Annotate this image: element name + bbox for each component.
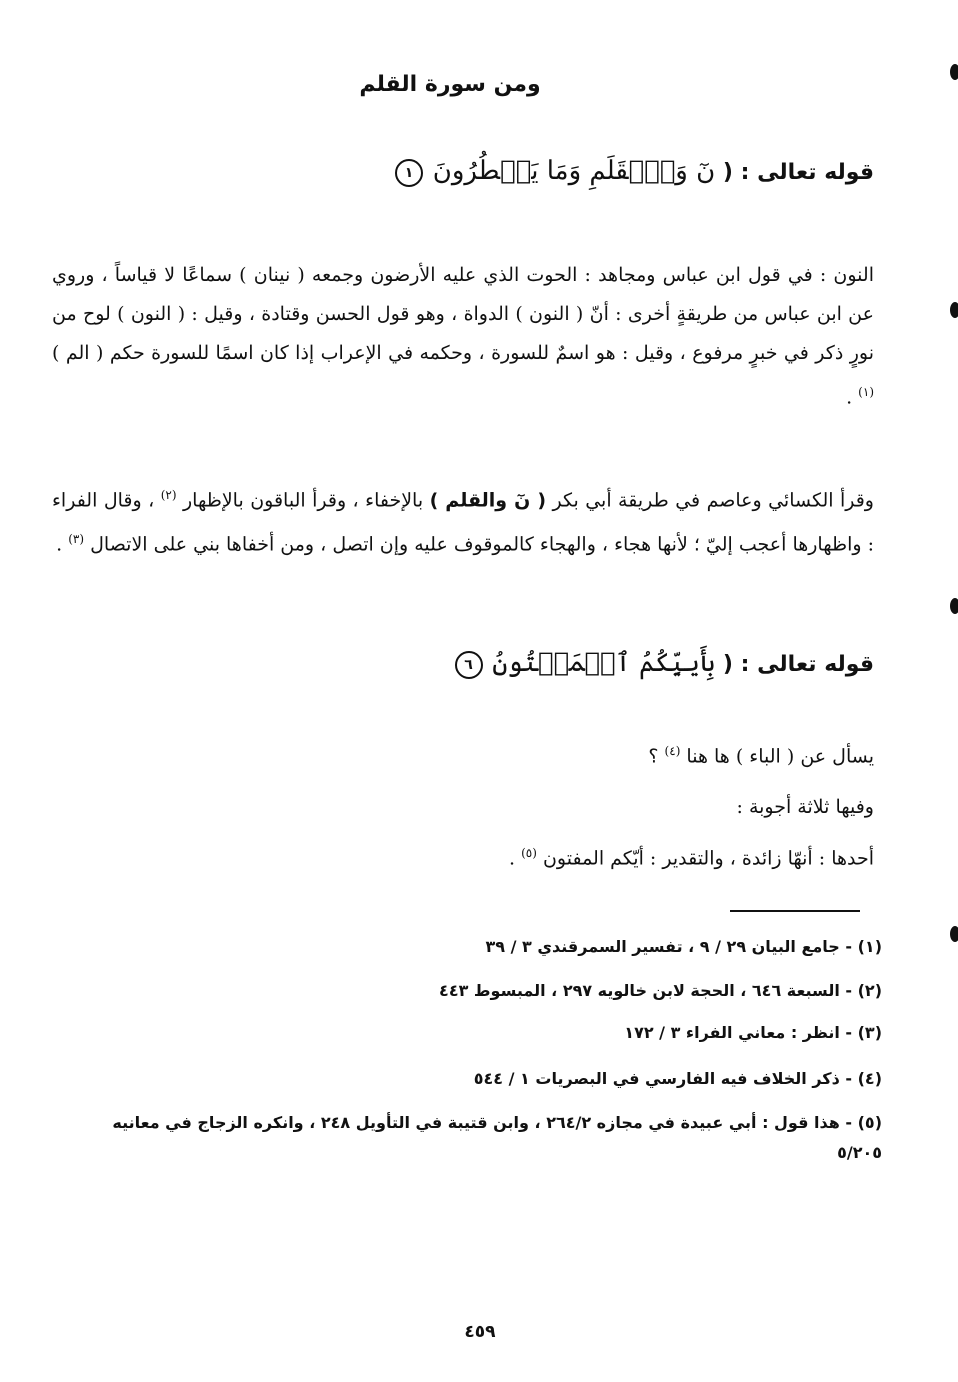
footnote-number: (٥) bbox=[857, 1113, 882, 1132]
answers-intro-line: وفيها ثلاثة أجوبة : bbox=[736, 796, 874, 818]
footnote-5 bbox=[72, 1108, 882, 1168]
paragraph-text: بالإخفاء ، وقرأ الباقون بالإظهار bbox=[183, 489, 424, 512]
ayah-number-mark: ١ bbox=[395, 159, 423, 187]
verse-citation-2 bbox=[453, 648, 874, 679]
footnote-reference: (٢) bbox=[160, 488, 177, 502]
verse-citation-1 bbox=[393, 156, 874, 187]
paragraph-end: . bbox=[56, 533, 69, 556]
footnote-number: (٢) bbox=[857, 981, 882, 1000]
footnote-reference: (٣) bbox=[68, 532, 85, 547]
paragraph-end: . bbox=[846, 386, 859, 409]
chapter-heading: ومن سورة القلم bbox=[359, 72, 541, 97]
verse-intro: قوله تعالى : bbox=[740, 652, 874, 677]
commentary-paragraph-2 bbox=[52, 476, 874, 565]
footnote-text: - جامع البيان ٢٩ / ٩ ، تفسير السمرقندي ٣ / ٣٩ bbox=[485, 937, 853, 956]
commentary-paragraph-1 bbox=[52, 256, 874, 417]
paragraph-text: النون : في قول ابن عباس ومجاهد : الحوت الذي عليه الأرضون وجمعه ( نينان ) سماعًا لا قياساً ، وروي عن ابن عباس من طريقةٍ أخرى : أنّ ( النون ) الدواة ، وهو قول الحسن وقتادة ، وقيل : ( النون ) لوح من نورٍ ذكر في خبرٍ مرفوع ، وقيل : هو اسمٌ للسورة ، وحكمه في الإعراب إذا كان اسمًا للسورة حكم ( الم ) bbox=[52, 264, 874, 364]
footnote-2 bbox=[72, 976, 882, 1006]
footnote-separator bbox=[730, 910, 860, 912]
quoted-reading: ( نٓ والقلم ) bbox=[429, 489, 547, 512]
paragraph-text: ، وقال الفراء : واظهارها أعجب إليّ ؛ لأنها هجاء ، والهجاء كالموقوف عليه وإن اتصل ، ومن أخفاها بني على الاتصال bbox=[52, 489, 874, 556]
quran-verse-text: بِأَييِّكُمُ ٱلۡمَفۡتُونُ bbox=[492, 648, 716, 678]
margin-punch-mark bbox=[950, 302, 958, 318]
footnote-reference: (٤) bbox=[664, 744, 681, 758]
footnote-number: (٣) bbox=[857, 1023, 882, 1042]
footnote-text: - السبعة ٦٤٦ ، الحجة لابن خالويه ٢٩٧ ، المبسوط ٤٤٣ bbox=[439, 981, 853, 1000]
footnote-reference: (١) bbox=[858, 385, 874, 399]
quran-verse-text: نٓ وَٱلۡقَلَمِ وَمَا يَسۡطُرُونَ bbox=[432, 156, 716, 186]
footnote-number: (٤) bbox=[857, 1069, 882, 1088]
verse-open-paren: ( bbox=[722, 652, 733, 677]
paragraph-text: وقرأ الكسائي وعاصم في طريقة أبي بكر bbox=[552, 489, 874, 512]
margin-punch-mark bbox=[950, 926, 958, 942]
footnote-text: - هذا قول : أبي عبيدة في مجازه ٢٦٤/٢ ، وابن قتيبة في التأويل ٢٤٨ ، وانكره الزجاج في معانيه ٥/٢٠٥ bbox=[112, 1113, 882, 1162]
margin-punch-mark bbox=[950, 64, 958, 80]
footnote-3 bbox=[72, 1018, 882, 1048]
first-answer-end: . bbox=[508, 847, 522, 870]
question-line bbox=[648, 744, 874, 767]
question-text: يسأل عن ( الباء ) ها هنا bbox=[686, 745, 874, 768]
verse-open-paren: ( bbox=[722, 160, 733, 185]
footnote-number: (١) bbox=[857, 937, 882, 956]
footnote-4 bbox=[72, 1064, 882, 1094]
first-answer-line bbox=[509, 846, 874, 869]
question-end: ؟ bbox=[648, 745, 665, 768]
footnote-text: - ذكر الخلاف فيه الفارسي في البصريات ١ / ٥٤٤ bbox=[473, 1069, 853, 1088]
first-answer-text: أحدها : أنهّا زائدة ، والتقدير : أيّكم المفتون bbox=[542, 847, 874, 870]
ayah-number-mark: ٦ bbox=[455, 651, 483, 679]
verse-intro: قوله تعالى : bbox=[740, 160, 874, 185]
footnote-reference: (٥) bbox=[521, 846, 537, 860]
margin-punch-mark bbox=[950, 598, 958, 614]
footnote-1 bbox=[72, 932, 882, 962]
page-number: ٤٥٩ bbox=[464, 1322, 496, 1342]
footnote-text: - انظر : معاني الفراء ٣ / ١٧٢ bbox=[624, 1023, 853, 1042]
